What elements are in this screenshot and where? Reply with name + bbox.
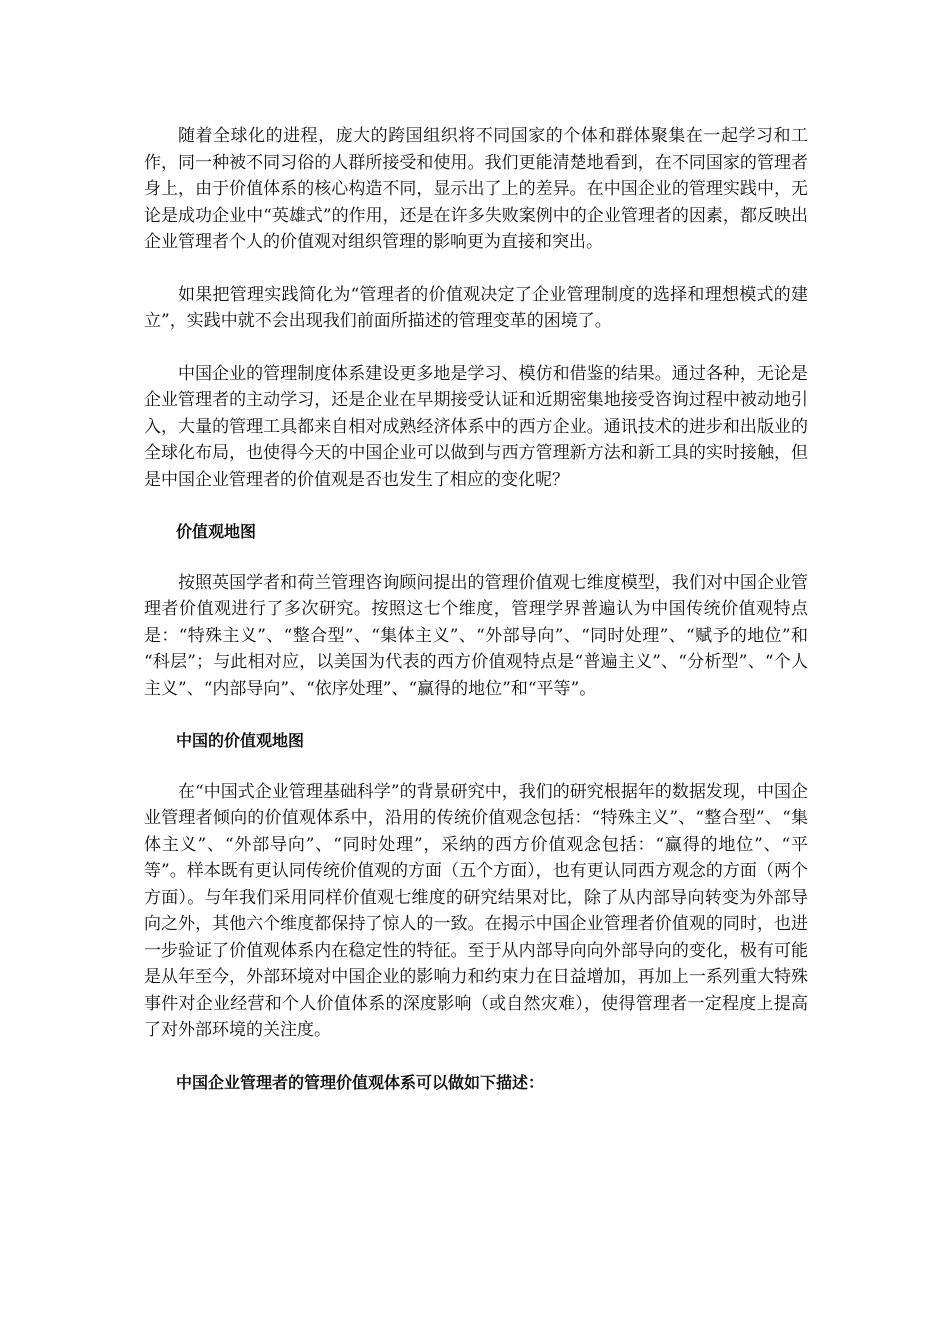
paragraph-globalization: 随着全球化的进程，庞大的跨国组织将不同国家的个体和群体聚集在一起学习和工作，同一种被不同习俗的人群所接受和使用。我们更能清楚地看到，在不同国家的管理者身上，由于价值体系的核心构造不同，显示出了上的差异。在中国企业的管理实践中，无论是成功企业中“英雄式”的作用，还是在许多失败案例中的企业管理者的因素，都反映出企业管理者个人的价值观对组织管理的影响更为直接和突出。: [144, 126, 808, 252]
paragraph-research-findings: 在“中国式企业管理基础科学”的背景研究中，我们的研究根据年的数据发现，中国企业管理者倾向的价值观体系中，沿用的传统价值观念包括：“特殊主义”、“整合型”、“集体主义”、“外部导向”、“同时处理”，采纳的西方价值观念包括：“赢得的地位”、“平等”。样本既有更认同传统价值观的方面（五个方面），也有更认同西方观念的方面（两个方面）。与年我们采用同样价值观七维度的研究结果对比，除了从内部导向转变为外部导向之外，其他六个维度都保持了惊人的一致。在揭示中国企业管理者价值观的同时，也进一步验证了价值观体系内在稳定性的特征。至于从内部导向向外部导向的变化，极有可能是从年至今，外部环境对中国企业的影响力和约束力在日益增加，再加上一系列重大特殊事件对企业经营和个人价值体系的深度影响（或自然灾难），使得管理者一定程度上提高了对外部环境的关注度。: [144, 781, 808, 1040]
paragraph-seven-dimensions: 按照英国学者和荷兰管理咨询顾问提出的管理价值观七维度模型，我们对中国企业管理者价值观进行了多次研究。按照这七个维度，管理学界普遍认为中国传统价值观特点是：“特殊主义”、“整合型”、“集体主义”、“外部导向”、“同时处理”、“赋予的地位”和 “科层”；与此相对应，以美国为代表的西方价值观特点是“普遍主义”、“分析型”、“个人主义”、“内部导向”、“依序处理”、“赢得的地位”和“平等”。: [144, 572, 808, 699]
heading-value-map: 价值观地图: [176, 522, 257, 541]
document-body: [144, 123, 808, 1096]
paragraph-management-practice: 如果把管理实践简化为“管理者的价值观决定了企业管理制度的选择和理想模式的建立”，实践中就不会出现我们前面所描述的管理变革的困境了。: [144, 284, 808, 331]
heading-manager-values: 中国企业管理者的管理价值观体系可以做如下描述：: [176, 1072, 545, 1092]
paragraph-management-system: 中国企业的管理制度体系建设更多地是学习、模仿和借鉴的结果。通过各种，无论是企业管理者的主动学习，还是企业在早期接受认证和近期密集地接受咨询过程中被动地引入，大量的管理工具都来自相对成熟经济体系中的西方企业。通讯技术的进步和出版业的全球化布局，也使得今天的中国企业可以做到与西方管理新方法和新工具的实时接触，但是中国企业管理者的价值观是否也发生了相应的变化呢？: [144, 363, 808, 490]
heading-china-value-map: 中国的价值观地图: [176, 731, 305, 750]
